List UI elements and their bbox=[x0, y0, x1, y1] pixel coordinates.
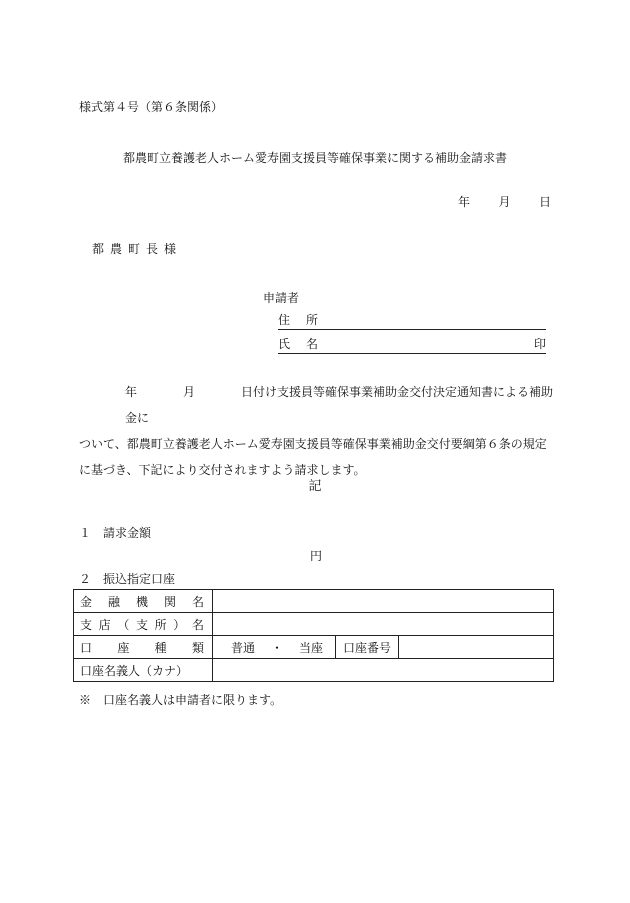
bank-account-table bbox=[73, 589, 554, 682]
account-holder-input[interactable] bbox=[213, 659, 554, 682]
amount-unit: 円 bbox=[310, 549, 323, 563]
account-holder-note: ※ 口座名義人は申請者に限ります。 bbox=[79, 693, 283, 707]
ki-heading: 記 bbox=[308, 479, 322, 494]
account-type-selector[interactable]: 普通 ・ 当座 bbox=[219, 636, 336, 658]
body-month: 月 bbox=[183, 385, 196, 399]
addressee: 都農町長様 bbox=[92, 242, 183, 256]
body-year: 年 bbox=[125, 385, 138, 399]
document-title: 都農町立養護老人ホーム愛寿園支援員等確保事業に関する補助金請求書 bbox=[122, 151, 507, 165]
account-number-label: 口座番号 bbox=[336, 636, 399, 658]
section-request-amount: １ 請求金額 bbox=[79, 526, 152, 540]
date-day: 日 bbox=[538, 195, 551, 209]
applicant-address-field[interactable] bbox=[278, 311, 546, 330]
applicant-name-field[interactable] bbox=[278, 335, 546, 354]
applicant-heading: 申請者 bbox=[263, 291, 300, 305]
address-label: 住 所 bbox=[278, 313, 318, 327]
date-line bbox=[458, 193, 551, 210]
bank-name-input[interactable] bbox=[213, 590, 554, 613]
form-number: 様式第４号（第６条関係） bbox=[79, 100, 224, 114]
request-paragraph bbox=[79, 379, 554, 483]
table-row bbox=[74, 659, 554, 682]
body-text: ついて、都農町立養護老人ホーム愛寿園支援員等確保事業補助金交付要綱第６条の規定に基づき、下記により交付されますよう請求します。 bbox=[79, 437, 547, 477]
bank-name-label: 金 融 機 関 名 bbox=[74, 590, 213, 613]
body-line1-text: 日付け支援員等確保事業補助金交付決定通知書による補助金に bbox=[125, 385, 554, 425]
date-year: 年 bbox=[458, 195, 471, 209]
table-row bbox=[74, 613, 554, 636]
account-type-label: 口 座 種 類 bbox=[74, 636, 213, 659]
account-holder-label: 口座名義人（カナ） bbox=[74, 659, 213, 682]
section-bank-account: ２ 振込指定口座 bbox=[79, 572, 176, 586]
account-number-input[interactable] bbox=[399, 636, 547, 658]
seal-mark: 印 bbox=[533, 337, 546, 351]
branch-name-input[interactable] bbox=[213, 613, 554, 636]
branch-name-label: 支 店 （ 支 所 ） 名 bbox=[74, 613, 213, 636]
account-type-row bbox=[213, 636, 554, 659]
name-label: 氏 名 bbox=[278, 337, 318, 351]
table-row bbox=[74, 636, 554, 659]
table-row bbox=[74, 590, 554, 613]
date-month: 月 bbox=[498, 195, 511, 209]
